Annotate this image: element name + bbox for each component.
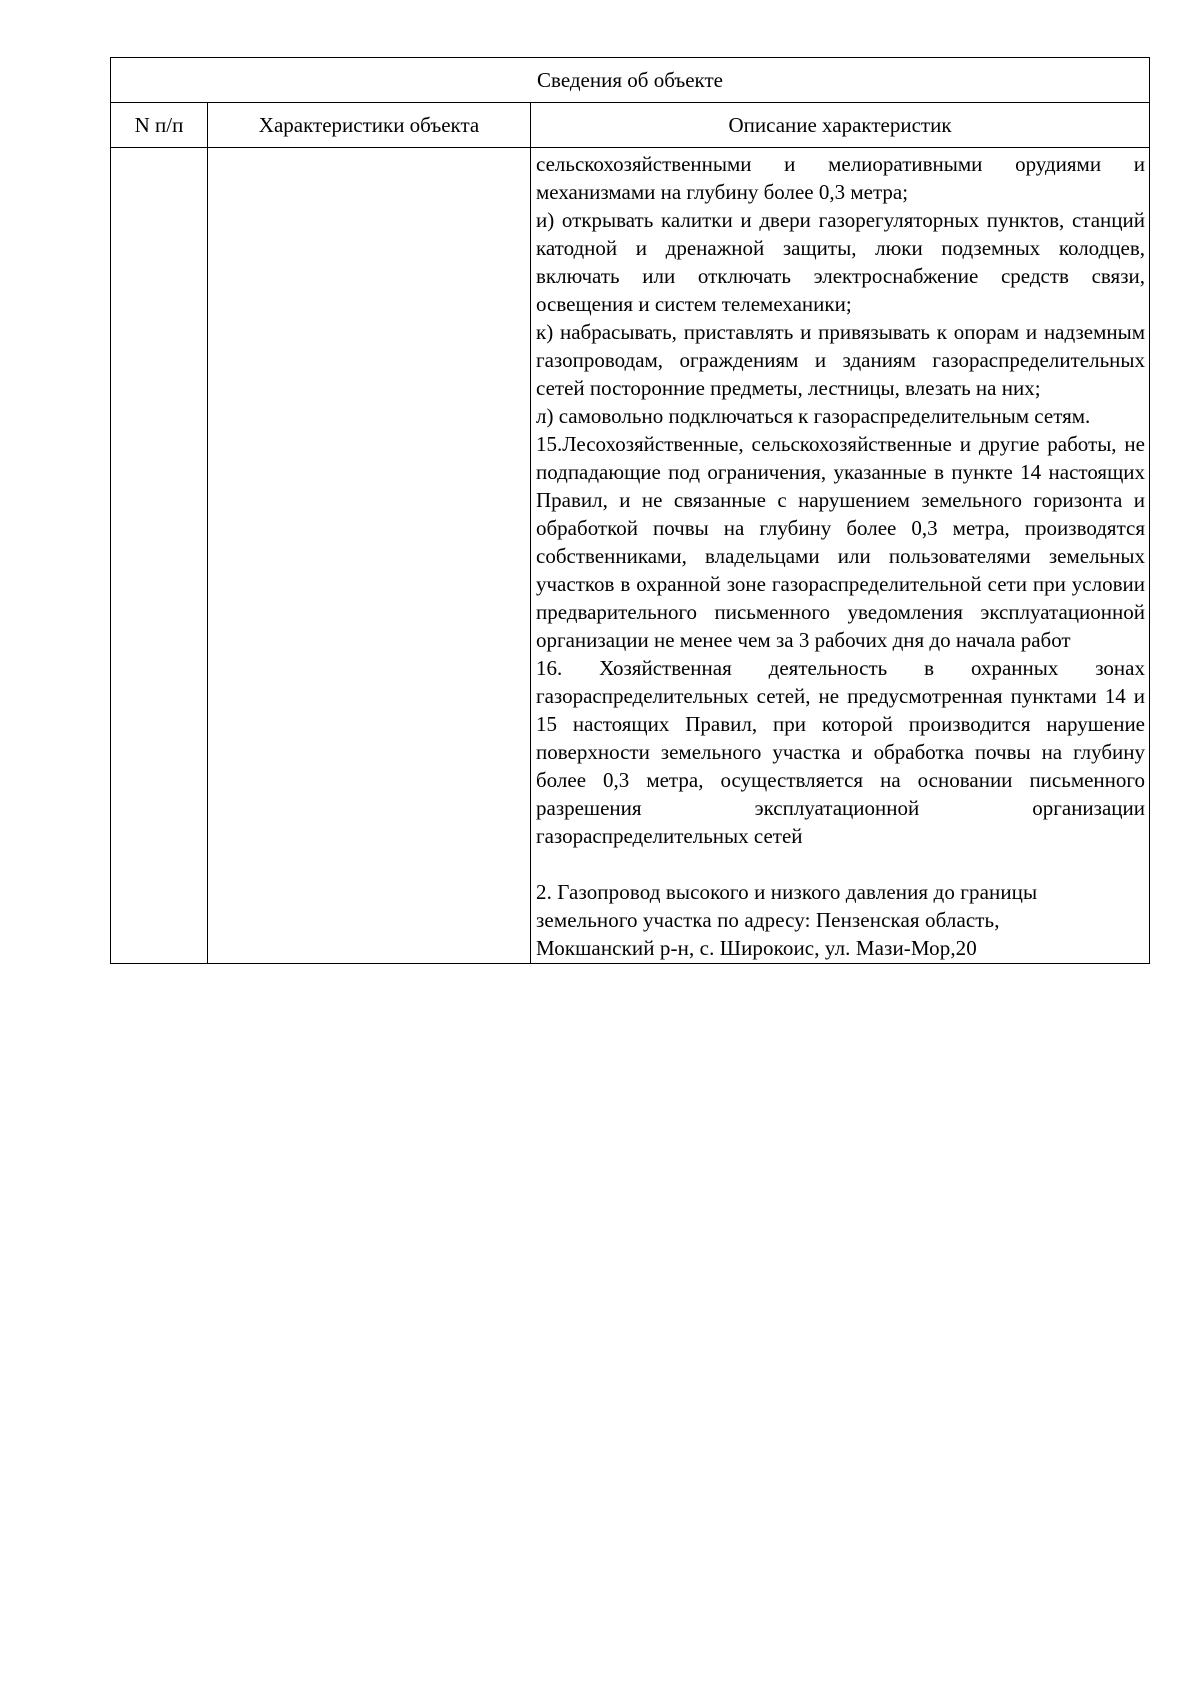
description-paragraph: сельскохозяйственными и мелиоративными орудиями и механизмами на глубину более 0,3 метра; xyxy=(536,152,1145,204)
table-row xyxy=(111,148,1150,964)
cell-characteristics xyxy=(208,148,531,964)
address-line: Мокшанский р-н, с. Широкоис, ул. Мази-Мор,20 xyxy=(536,936,977,960)
address-line: земельного участка по адресу: Пензенская область, xyxy=(536,908,1000,932)
header-description: Описание характеристик xyxy=(531,103,1150,148)
cell-num xyxy=(111,148,208,964)
address-line: 2. Газопровод высокого и низкого давления до границы xyxy=(536,880,1038,904)
description-paragraph: 16. Хозяйственная деятельность в охранных зонах газораспределительных сетей, не предусмотренная пунктами 14 и 15 настоящих Правил, при которой производится нарушение поверхности земельного участка и обработка почвы на глубину более 0,3 метра, осуществляется на основании письменного разрешения эксплуатационной организации газораспределительных сетей xyxy=(536,656,1145,848)
description-paragraph: 15.Лесохозяйственные, сельскохозяйственные и другие работы, не подпадающие под ограничения, указанные в пункте 14 настоящих Правил, и не связанные с нарушением земельного горизонта и обработкой почвы на глубину более 0,3 метра, производятся собственниками, владельцами или пользователями земельных участков в охранной зоне газораспределительной сети при условии предварительного письменного уведомления эксплуатационной организации не менее чем за 3 рабочих дня до начала работ xyxy=(536,432,1145,652)
description-paragraph: к) набрасывать, приставлять и привязывать к опорам и надземным газопроводам, ограждениям и зданиям газораспределительных сетей посторонние предметы, лестницы, влезать на них; xyxy=(536,320,1145,400)
description-paragraph: и) открывать калитки и двери газорегуляторных пунктов, станций катодной и дренажной защиты, люки подземных колодцев, включать или отключать электроснабжение средств связи, освещения и систем телемеханики; xyxy=(536,208,1145,316)
object-info-table xyxy=(110,57,1150,964)
cell-description xyxy=(531,148,1150,964)
table-header-row xyxy=(111,103,1150,148)
table-title: Сведения об объекте xyxy=(111,58,1150,103)
description-paragraph: л) самовольно подключаться к газораспределительным сетям. xyxy=(536,404,1091,428)
header-num: N п/п xyxy=(111,103,208,148)
header-characteristics: Характеристики объекта xyxy=(208,103,531,148)
object-address xyxy=(536,878,1145,962)
table-title-row xyxy=(111,58,1150,103)
